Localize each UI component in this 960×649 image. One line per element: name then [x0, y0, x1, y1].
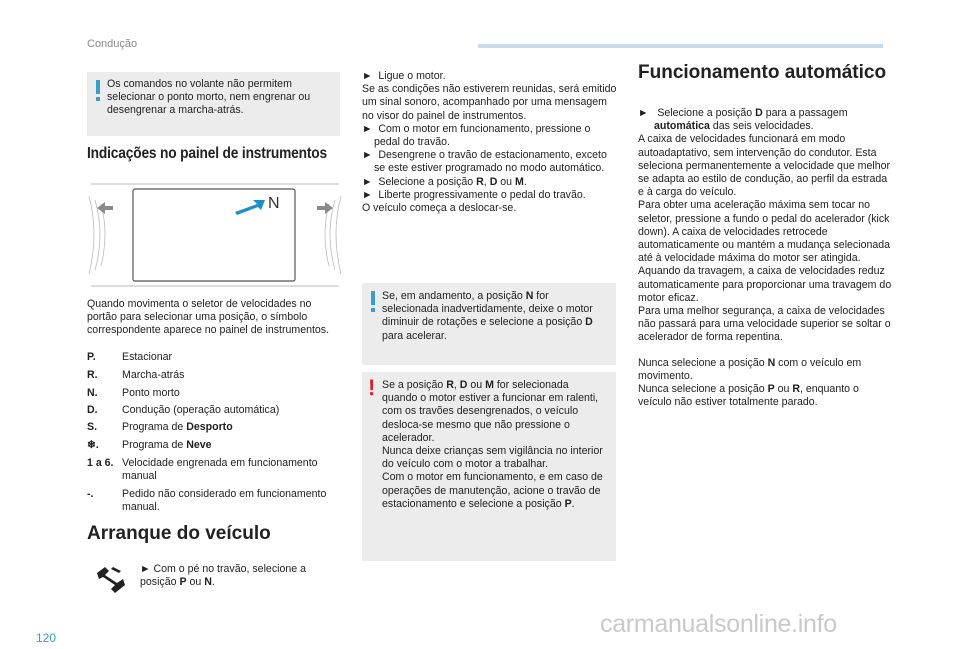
warning-note-text: Se a posição R, D ou M for selecionada quando o motor estiver a funcionar em ralenti, com os travões desengrenados, o veículo desloca-se mesmo que não pressione o acelerador. Nunca deixe crianças sem vigilância no interior do veículo com o motor a trabalhar. Com o motor em funcionamento, e em caso de operações de manutenção, acione o travão de estacionamento e selecione a posição P.: [382, 379, 603, 510]
warning-note: [362, 372, 616, 561]
step-start-engine: ► Ligue o motor.: [362, 70, 446, 82]
auto-step: ► Selecione a posição D para a passagem automática das seis velocidades.: [638, 107, 848, 133]
auto-para-6: Nunca selecione a posição P ou R, enquanto o veículo não estiver totalmente parado.: [638, 383, 859, 409]
right-arrow-icon: [317, 202, 333, 214]
foot-brake-icon: [93, 563, 127, 601]
page-header-title: Condução: [87, 38, 138, 50]
section-heading-automatic: Funcionamento automático: [638, 62, 887, 83]
warning-exclamation-icon: !: [368, 375, 376, 400]
info-note-neutral: [362, 283, 616, 365]
info-note-text: Os comandos no volante não permitem selecionar o ponto morto, nem engrenar ou desengrenar a marcha-atrás.: [107, 78, 311, 117]
vehicle-moves-text: O veículo começa a deslocar-se.: [362, 202, 517, 215]
indications-intro: Quando movimenta o seletor de velocidades no portão para selecionar uma posição, o símbolo correspondente aparece no painel de instrumentos.: [87, 298, 330, 337]
info-note-marker: [371, 291, 375, 305]
info-note-neutral-text: Se, em andamento, a posição N for selecionada inadvertidamente, deixe o motor diminuir de rotações e selecione a posição D para acelerar.: [382, 290, 593, 342]
section-heading-start: Arranque do veículo: [87, 523, 271, 544]
info-note: [87, 72, 340, 136]
step-release-parking-brake: ► Desengrene o travão de estacionamento, exceto se este estiver programado no modo automático.: [362, 149, 607, 175]
header-accent-bar: [478, 44, 883, 48]
auto-para-1: A caixa de velocidades funcionará em modo autoadaptativo, sem intervenção do condutor. Esta seleciona permanentemente a velocidade que melhor se adapta ao estilo de condução, ao perfil da estrada e à carga do veículo.: [638, 133, 891, 199]
step-press-brake: ► Com o motor em funcionamento, pressione o pedal do travão.: [362, 122, 591, 149]
step-select-position: ► Selecione a posição R, D ou M.: [362, 175, 527, 188]
snowflake-icon: ❄.: [87, 439, 99, 451]
dashboard-gear-letter: N: [268, 195, 280, 212]
dashboard-svg: [87, 178, 343, 290]
auto-para-2: Para obter uma aceleração máxima sem tocar no seletor, pressione a fundo o pedal do acelerador (kick down). A caixa de velocidades retrocede automaticamente ou mantém a mudança selecionada até à velocidade máxima do motor ser atingida.: [638, 199, 891, 265]
start-procedure: [362, 70, 618, 215]
start-conditions-note: Se as condições não estiverem reunidas, será emitido um sinal sonoro, acompanhado por uma mensagem no visor do painel de instrumentos.: [362, 83, 617, 122]
info-note-marker: [96, 80, 100, 94]
auto-para-4: Para uma melhor segurança, a caixa de velocidades não passará para uma velocidade superior se soltar o acelerador de forma repentina.: [638, 305, 891, 344]
step-bullet-icon: ►: [140, 563, 151, 575]
auto-para-3: Aquando da travagem, a caixa de velocidades reduz automaticamente para proporcionar uma travagem do motor eficaz.: [638, 265, 892, 304]
step-release-brake: ► Liberte progressivamente o pedal do travão.: [362, 188, 586, 201]
watermark: carmanualsonline.info: [600, 610, 837, 638]
dashboard-illustration: [87, 178, 343, 290]
page-number: 120: [36, 631, 57, 645]
automatic-section-body: [638, 107, 894, 409]
left-arrow-icon: [97, 202, 113, 214]
section-heading-indications: Indicações no painel de instrumentos: [87, 145, 328, 162]
auto-para-5: Nunca selecione a posição N com o veículo em movimento.: [638, 356, 862, 382]
info-note-marker-dot: [96, 97, 100, 101]
info-note-marker-dot: [371, 308, 375, 312]
start-step-1: ► Com o pé no travão, selecione a posição P ou N.: [140, 563, 306, 589]
